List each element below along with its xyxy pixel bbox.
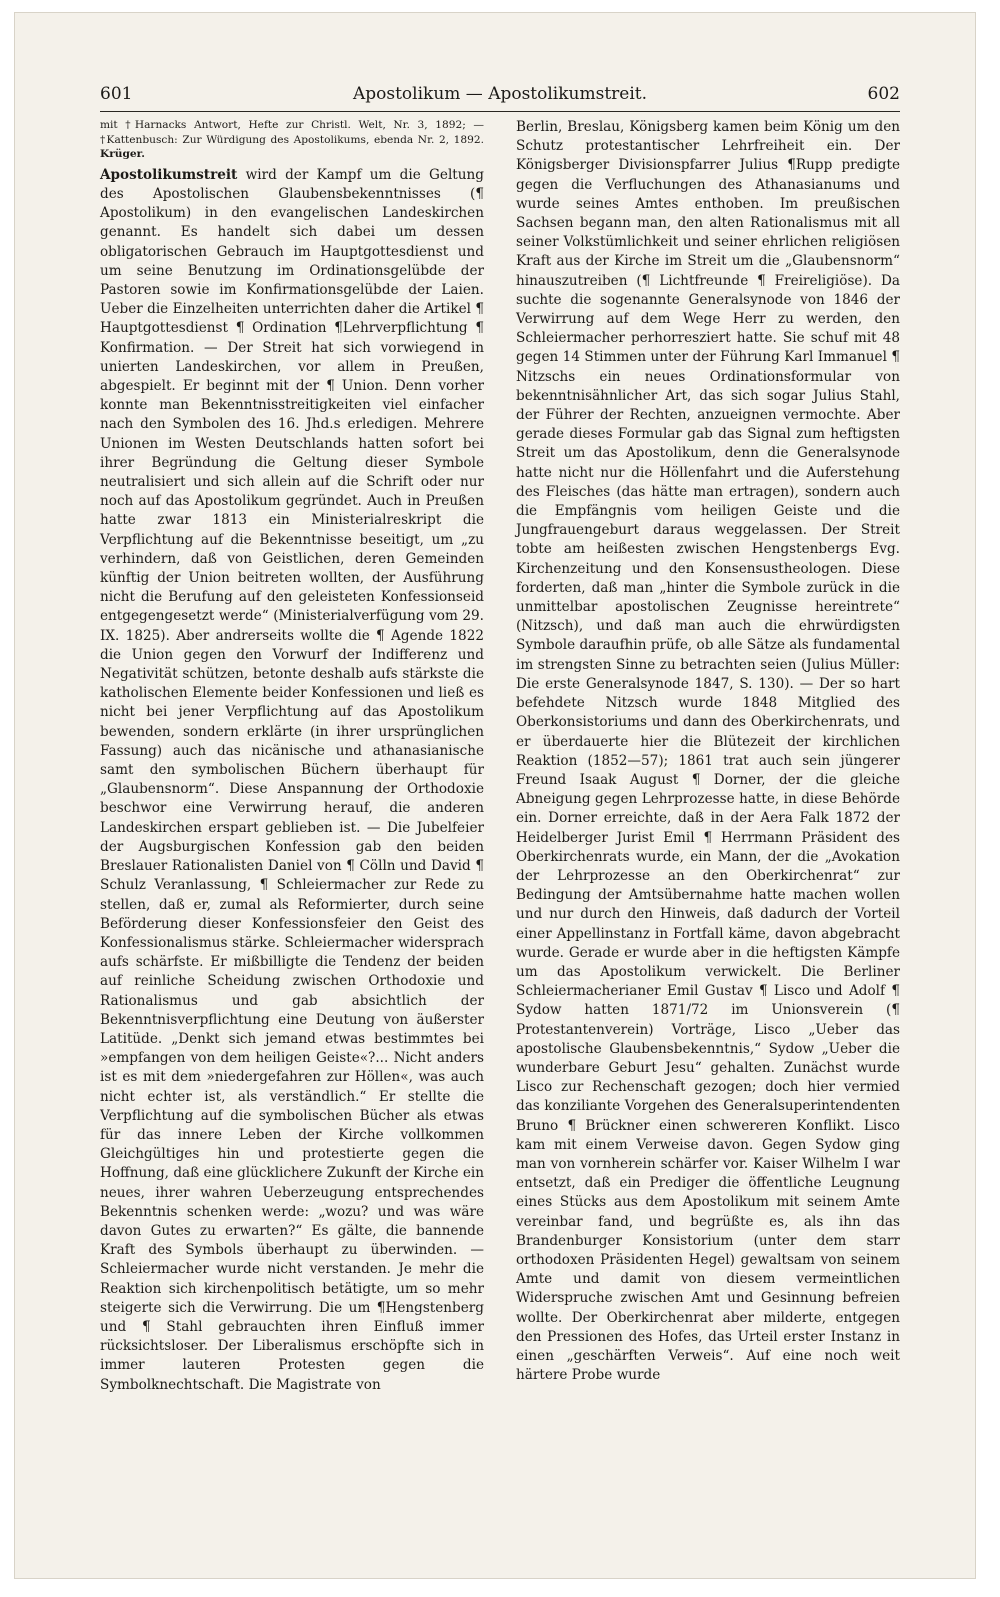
right-column: [516, 118, 900, 1385]
page-header: [100, 80, 900, 110]
bibliography-text: mit †Harnacks Antwort, Hefte zur Christl. Welt, Nr. 3, 1892; — †Kattenbusch: Zur Würdigung des Apostolikums, ebenda Nr. 2, 1892.: [100, 119, 484, 146]
running-title: Apostolikum — Apostolikumstreit.: [352, 84, 648, 104]
left-column: [100, 118, 484, 1395]
article-text-right: Berlin, Breslau, Königsberg kamen beim König um den Schutz protestantischer Lehrfreiheit ein. Der Königsberger Divisionspfarrer Julius ¶Rupp predigte gegen die Verfluchungen des Athanasianums und wurde seines Amtes enthoben. Im preußischen Sachsen begann man, den alten Rationalismus mit all seiner Volkstümlichkeit und seiner ehrlichen religiösen Kraft aus der Kirche im Streit um die „Glaubensnorm“ hinauszutreiben (¶ Lichtfreunde ¶ Freireligiöse). Da suchte die sogenannte Generalsynode von 1846 der Verwirrung auf dem Wege Herr zu werden, den Schleiermacher perhorresziert hatte. Sie schuf mit 48 gegen 14 Stimmen unter der Führung Karl Immanuel ¶ Nitzschs ein neues Ordinationsformular von bekenntnisähnlicher Art, das sich sogar Julius Stahl, der Führer der Rechten, anzueignen vermochte. Aber gerade dieses Formular gab das Signal zum heftigsten Streit um das Apostolikum, denn die Generalsynode hatte nicht nur die Höllenfahrt und die Auferstehung des Fleisches (das hätte man ertragen), sondern auch die Empfängnis vom heiligen Geiste und die Jungfrauengeburt daraus weggelassen. Der Streit tobte am heißesten zwischen Hengstenbergs Evg. Kirchenzeitung und den Konsensustheologen. Diese forderten, daß man „hinter die Symbole zurück in die unmittelbar apostolischen Zeugnisse hereintrete“ (Nitzsch), und daß man auch die ehrwürdigsten Symbole daraufhin prüfe, ob alle Sätze als fundamental im strengsten Sinne zu betrachten seien (Julius Müller: Die erste Generalsynode 1847, S. 130). — Der so hart befehdete Nitzsch wurde 1848 Mitglied des Oberkonsistoriums und dann des Oberkirchenrats, und er überdauerte hier die Blütezeit der kirchlichen Reaktion (1852—57); 1861 trat auch sein jüngerer Freund Isaak August ¶ Dorner, der die gleiche Abneigung gegen Lehrprozesse hatte, in diese Behörde ein. Dorner erreichte, daß in der Aera Falk 1872 der Heidelberger Jurist Emil ¶ Herrmann Präsident des Oberkirchenrats wurde, ein Mann, der die „Avokation der Lehrprozesse an den Oberkirchenrat“ zur Bedingung der Amtsübernahme hatte machen wollen und nur durch den Hinweis, daß dadurch der Vorteil einer Appellinstanz in Fortfall käme, davon abgebracht wurde. Gerade er wurde aber in die heftigsten Kämpfe um das Apostolikum verwickelt. Die Berliner Schleiermacherianer Emil Gustav ¶ Lisco und Adolf ¶ Sydow hatten 1871/72 im Unionsverein (¶ Protestantenverein) Vorträge, Lisco „Ueber das apostolische Glaubensbekenntnis,“ Sydow „Ueber die wunderbare Geburt Jesu“ gehalten. Zunächst wurde Lisco zur Rechenschaft gezogen; doch hier vermied das konziliante Vorgehen des Generalsuperintendenten Bruno ¶ Brückner einen schwereren Konflikt. Lisco kam mit einem Verweise davon. Gegen Sydow ging man von vornherein schärfer vor. Kaiser Wilhelm I war entsetzt, daß ein Prediger die öffentliche Leugnung eines Stücks aus dem Apostolikum mit seinem Amte vereinbar fand, und begrüßte es, als ihn das Brandenburger Konsistorium (unter dem starr orthodoxen Präsidenten Hegel) gewaltsam von seinem Amte und damit von diesem vermeintlichen Widerspruche zwischen Amt und Gesinnung befreien wollte. Der Oberkirchenrat aber milderte, entgegen den Pressionen des Hofes, das Urteil erster Instanz in einen „geschärften Verweis“. Auf eine noch weit härtere Probe wurde: [516, 119, 901, 1384]
article-paragraph: [100, 166, 484, 1395]
article-lemma: Apostolikumstreit: [100, 166, 238, 183]
article-text-left: wird der Kampf um die Geltung des Apostolischen Glaubensbekenntnisses (¶ Apostolikum) in den evangelischen Landeskirchen genannt. Es handelt sich dabei um dessen obligatorischen Gebrauch im Hauptgottesdienst und um seine Benutzung im Ordinationsgelübde der Pastoren sowie im Konfirmationsgelübde der Laien. Ueber die Einzelheiten unterrichten daher die Artikel ¶ Hauptgottesdienst ¶ Ordination ¶Lehrverpflichtung ¶ Konfirmation. — Der Streit hat sich vorwiegend in unierten Landeskirchen, vor allem in Preußen, abgespielt. Er beginnt mit der ¶ Union. Denn vorher konnte man Bekenntnisstreitigkeiten viel einfacher nach den Symbolen des 16. Jhd.s erledigen. Mehrere Unionen im Westen Deutschlands hatten sofort bei ihrer Begründung die Geltung dieser Symbole neutralisiert und sich allein auf die Schrift oder nur noch auf das Apostolikum gegründet. Auch in Preußen hatte zwar 1813 ein Ministerialreskript die Verpflichtung auf die Bekenntnisse beseitigt, um „zu verhindern, daß von Geistlichen, deren Gemeinden künftig der Union beitreten wollten, der Ausführung nicht die Berufung auf den geleisteten Konfessionseid entgegengesetzt werde“ (Ministerialverfügung vom 29. IX. 1825). Aber andrerseits wollte die ¶ Agende 1822 die Union gegen den Vorwurf der Indifferenz und Negativität schützen, betonte deshalb aufs stärkste die katholischen Elemente beider Konfessionen und ließ es nicht bei jener Verpflichtung auf das Apostolikum bewenden, sondern erklärte (in ihrer ursprünglichen Fassung) auch das nicänische und athanasianische samt den symbolischen Büchern überhaupt für „Glaubensnorm“. Diese Anspannung der Orthodoxie beschwor eine Verwirrung herauf, die anderen Landeskirchen erspart geblieben ist. — Die Jubelfeier der Augsburgischen Konfession gab den beiden Breslauer Rationalisten Daniel von ¶ Cölln und David ¶ Schulz Veranlassung, ¶ Schleiermacher zur Rede zu stellen, daß er, zumal als Reformierter, durch seine Beförderung dieser Konfessionsfeier den Geist des Konfessionalismus stärke. Schleiermacher widersprach aufs schärfste. Er mißbilligte die Tendenz der beiden auf reinliche Scheidung zwischen Orthodoxie und Rationalismus und gab absichtlich der Bekenntnisverpflichtung eine Deutung von äußerster Latitüde. „Denkt sich jemand etwas bestimmtes bei »empfangen von dem heiligen Geiste«?... Nicht anders ist es mit dem »niedergefahren zur Höllen«, was auch nicht echter ist, als verständlich.“ Er stellte die Verpflichtung auf die symbolischen Bücher als etwas für das innere Leben der Kirche vollkommen Gleichgültiges hin und protestierte gegen die Hoffnung, daß eine glücklichere Zukunft der Kirche ein neues, ihrer wahren Ueberzeugung entsprechendes Bekenntnis schenken werde: „wozu? und was wäre davon Gutes zu erwarten?“ Es gälte, die bannende Kraft des Symbols überhaupt zu überwinden. — Schleiermacher wurde nicht verstanden. Je mehr die Reaktion sich kirchenpolitisch betätigte, um so mehr steigerte sich die Verwirrung. Die um ¶Hengstenberg und ¶ Stahl gebrauchten ihren Einfluß immer rücksichtsloser. Der Liberalismus erschöpfte sich in immer lauteren Protesten gegen die Symbolknechtschaft. Die Magistrate von: [100, 166, 484, 1393]
header-rule: [100, 111, 900, 112]
page-number-right: 602: [867, 84, 900, 104]
page-number-left: 601: [100, 84, 133, 104]
author-signature: Krüger.: [100, 148, 145, 161]
bibliography-block: [100, 118, 484, 162]
